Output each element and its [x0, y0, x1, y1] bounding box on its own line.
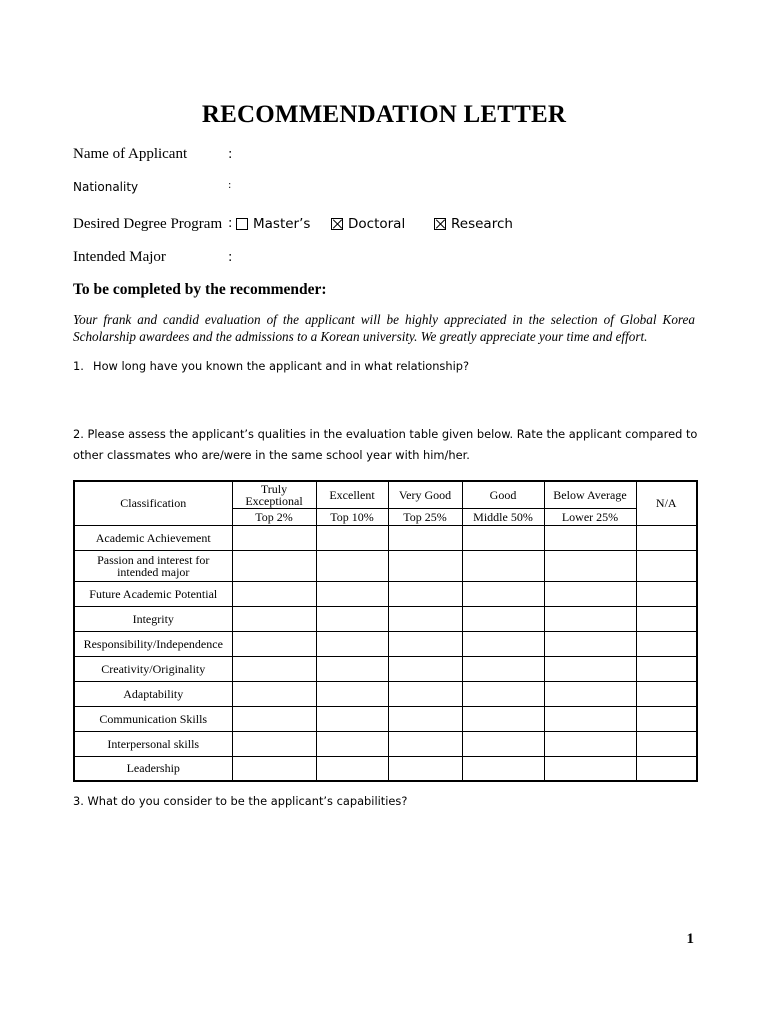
- rating-cell[interactable]: [636, 631, 697, 656]
- document-title: RECOMMENDATION LETTER: [201, 101, 567, 128]
- classification-header: Classification: [74, 481, 232, 525]
- rating-cell[interactable]: [316, 581, 388, 606]
- rating-cell[interactable]: [232, 525, 316, 550]
- rating-cell[interactable]: [316, 550, 388, 581]
- table-row: [74, 656, 697, 681]
- doctoral-label: Doctoral: [348, 216, 406, 232]
- column-header-good: Good: [462, 481, 544, 508]
- rating-cell[interactable]: [544, 681, 636, 706]
- row-label: Passion and interest for intended major: [74, 550, 232, 581]
- rating-cell[interactable]: [388, 606, 462, 631]
- rating-cell[interactable]: [636, 656, 697, 681]
- masters-checkbox[interactable]: [236, 218, 248, 230]
- rating-cell[interactable]: [462, 631, 544, 656]
- rating-cell[interactable]: [462, 706, 544, 731]
- rating-cell[interactable]: [462, 606, 544, 631]
- table-row: [74, 550, 697, 581]
- table-row: [74, 731, 697, 756]
- intro-paragraph: Your frank and candid evaluation of the applicant will be highly appreciated in the selection of Global Korea Scholarship awardees and the admissions to a Korean university. We greatly appreciate your time and effort.: [73, 312, 695, 344]
- rating-cell[interactable]: [232, 731, 316, 756]
- column-sub-top-2: Top 2%: [232, 508, 316, 525]
- row-label: Creativity/Originality: [74, 656, 232, 681]
- table-row: [74, 525, 697, 550]
- rating-cell[interactable]: [462, 731, 544, 756]
- na-header: N/A: [636, 481, 697, 525]
- rating-cell[interactable]: [388, 731, 462, 756]
- degree-option-masters[interactable]: [236, 216, 310, 232]
- rating-cell[interactable]: [544, 706, 636, 731]
- degree-option-doctoral[interactable]: [331, 216, 405, 232]
- rating-cell[interactable]: [232, 606, 316, 631]
- intended-major-label: Intended Major: [73, 249, 166, 265]
- doctoral-checkbox[interactable]: [331, 218, 343, 230]
- rating-cell[interactable]: [388, 681, 462, 706]
- table-row: [74, 631, 697, 656]
- question-1-number: 1.: [73, 359, 84, 373]
- desired-degree-label: Desired Degree Program: [73, 216, 223, 232]
- table-row: [74, 606, 697, 631]
- row-label: Integrity: [74, 606, 232, 631]
- research-checkbox[interactable]: [434, 218, 446, 230]
- column-header-below-average: Below Average: [544, 481, 636, 508]
- rating-cell[interactable]: [544, 731, 636, 756]
- name-of-applicant-label: Name of Applicant: [73, 146, 188, 162]
- rating-cell[interactable]: [316, 631, 388, 656]
- rating-cell[interactable]: [316, 706, 388, 731]
- column-header-very-good: Very Good: [388, 481, 462, 508]
- rating-cell[interactable]: [544, 550, 636, 581]
- rating-cell[interactable]: [544, 606, 636, 631]
- rating-cell[interactable]: [544, 631, 636, 656]
- name-colon: :: [228, 147, 233, 162]
- rating-cell[interactable]: [316, 731, 388, 756]
- row-label: Communication Skills: [74, 706, 232, 731]
- rating-cell[interactable]: [316, 756, 388, 781]
- rating-cell[interactable]: [636, 756, 697, 781]
- rating-cell[interactable]: [636, 606, 697, 631]
- rating-cell[interactable]: [636, 706, 697, 731]
- table-row: [74, 681, 697, 706]
- rating-cell[interactable]: [388, 656, 462, 681]
- rating-cell[interactable]: [388, 756, 462, 781]
- column-sub-lower-25: Lower 25%: [544, 508, 636, 525]
- table-row: [74, 706, 697, 731]
- rating-cell[interactable]: [462, 656, 544, 681]
- rating-cell[interactable]: [388, 706, 462, 731]
- rating-cell[interactable]: [544, 525, 636, 550]
- row-label: Leadership: [74, 756, 232, 781]
- rating-cell[interactable]: [636, 681, 697, 706]
- row-label: Responsibility/Independence: [74, 631, 232, 656]
- rating-cell[interactable]: [316, 656, 388, 681]
- column-sub-top-25: Top 25%: [388, 508, 462, 525]
- evaluation-table: [73, 480, 698, 782]
- rating-cell[interactable]: [316, 606, 388, 631]
- row-label: Academic Achievement: [74, 525, 232, 550]
- rating-cell[interactable]: [232, 581, 316, 606]
- degree-colon: :: [228, 216, 233, 231]
- rating-cell[interactable]: [388, 525, 462, 550]
- rating-cell[interactable]: [232, 706, 316, 731]
- rating-cell[interactable]: [636, 581, 697, 606]
- rating-cell[interactable]: [636, 525, 697, 550]
- rating-cell[interactable]: [462, 581, 544, 606]
- row-label: Future Academic Potential: [74, 581, 232, 606]
- rating-cell[interactable]: [544, 756, 636, 781]
- rating-cell[interactable]: [388, 631, 462, 656]
- rating-cell[interactable]: [232, 656, 316, 681]
- column-sub-top-10: Top 10%: [316, 508, 388, 525]
- rating-cell[interactable]: [316, 681, 388, 706]
- rating-cell[interactable]: [388, 581, 462, 606]
- question-2-line-2: other classmates who are/were in the same school year with him/her.: [73, 448, 470, 462]
- rating-cell[interactable]: [462, 525, 544, 550]
- rating-cell[interactable]: [462, 681, 544, 706]
- table-row: [74, 581, 697, 606]
- rating-cell[interactable]: [232, 550, 316, 581]
- rating-cell[interactable]: [544, 581, 636, 606]
- recommender-heading: To be completed by the recommender:: [73, 281, 327, 298]
- rating-cell[interactable]: [232, 631, 316, 656]
- rating-cell[interactable]: [544, 656, 636, 681]
- rating-cell[interactable]: [462, 550, 544, 581]
- rating-cell[interactable]: [388, 550, 462, 581]
- masters-label: Master’s: [253, 216, 311, 232]
- rating-cell[interactable]: [462, 756, 544, 781]
- page-number: 1: [686, 931, 694, 947]
- nationality-label: Nationality: [73, 180, 139, 194]
- rating-cell[interactable]: [316, 525, 388, 550]
- column-sub-middle-50: Middle 50%: [462, 508, 544, 525]
- rating-cell[interactable]: [636, 731, 697, 756]
- question-1-text: How long have you known the applicant and in what relationship?: [93, 359, 470, 373]
- rating-cell[interactable]: [636, 550, 697, 581]
- rating-cell[interactable]: [232, 756, 316, 781]
- column-header-truly-exceptional: Truly Exceptional: [232, 481, 316, 508]
- row-label: Adaptability: [74, 681, 232, 706]
- research-label: Research: [451, 216, 513, 232]
- column-header-excellent: Excellent: [316, 481, 388, 508]
- degree-option-research[interactable]: [434, 216, 513, 232]
- major-colon: :: [228, 250, 233, 265]
- table-row: [74, 756, 697, 781]
- question-3-text: 3. What do you consider to be the applicant’s capabilities?: [73, 794, 408, 808]
- nationality-colon: :: [228, 180, 232, 191]
- row-label: Interpersonal skills: [74, 731, 232, 756]
- rating-cell[interactable]: [232, 681, 316, 706]
- question-2-line-1: 2. Please assess the applicant’s qualities in the evaluation table given below. Rate the applicant compared to: [73, 427, 698, 441]
